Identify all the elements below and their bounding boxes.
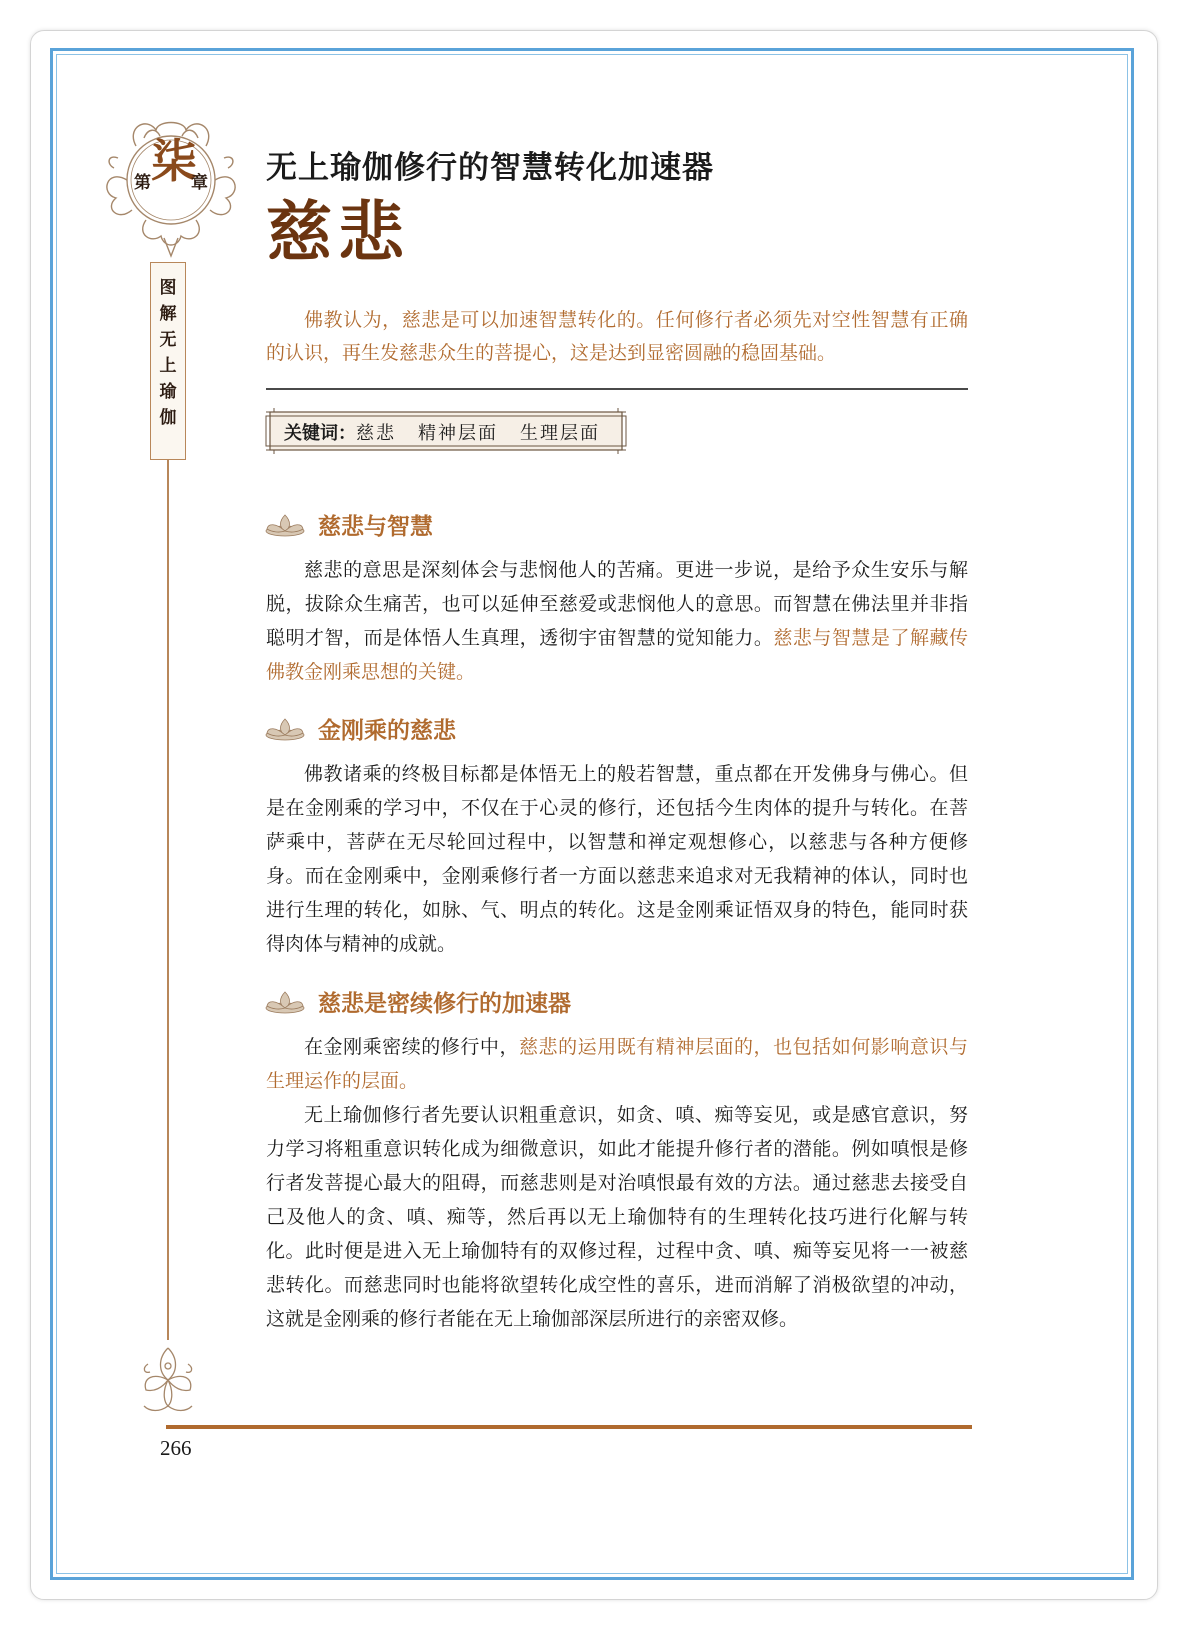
side-tab-char: 图 [159, 278, 177, 298]
paragraph-text: 慈悲的意思是深刻体会与悲悯他人的苦痛。更进一步说，是给予众生安乐与解脱，拔除众生痛苦，也可以延伸至慈爱或悲悯他人的意思。而智慧在佛法里并非指聪明才智，而是体悟人生真理，透彻宇宙智慧的觉知能力。 [266, 559, 968, 649]
lotus-icon [264, 511, 306, 537]
side-tab-char: 瑜 [159, 382, 177, 402]
page-subtitle: 无上瑜伽修行的智慧转化加速器 [266, 150, 714, 186]
side-rule [167, 460, 169, 1340]
chapter-number: 柒 [151, 134, 197, 188]
chapter-prefix: 第 [134, 173, 151, 193]
side-tab-char: 无 [159, 330, 177, 350]
keywords-box [264, 408, 628, 454]
paragraph-text: 在金刚乘密续的修行中， [304, 1036, 519, 1058]
keyword-item: 精神层面 [418, 423, 498, 444]
lotus-flower-icon [136, 1342, 200, 1420]
chapter-suffix: 章 [191, 173, 208, 193]
section-heading-text: 慈悲与智慧 [318, 514, 433, 540]
side-tab-char: 上 [159, 356, 177, 376]
section-3-paragraph-2: 无上瑜伽修行者先要认识粗重意识，如贪、嗔、痴等妄见，或是感官意识，努力学习将粗重意识转化成为细微意识，如此才能提升修行者的潜能。例如嗔恨是修行者发菩提心最大的阻碍，而慈悲则是对治嗔恨最有效的方法。通过慈悲去接受自己及他人的贪、嗔、痴等，然后再以无上瑜伽特有的生理转化技巧进行化解与转化。此时便是进入无上瑜伽特有的双修过程，过程中贪、嗔、痴等妄见将一一被慈悲转化。而慈悲同时也能将欲望转化成空性的喜乐，进而消解了消极欲望的冲动，这就是金刚乘的修行者能在无上瑜伽部深层所进行的亲密双修。 [266, 1104, 968, 1330]
keyword-item: 慈悲 [356, 423, 396, 444]
footer-rule [166, 1425, 972, 1429]
book-title-tab [150, 262, 186, 460]
lotus-icon [264, 988, 306, 1014]
side-tab-char: 伽 [159, 408, 177, 428]
section-heading-text: 金刚乘的慈悲 [318, 718, 456, 744]
section-1-paragraph [266, 553, 968, 689]
intro-divider [266, 388, 968, 390]
section-2-paragraph: 佛教诸乘的终极目标都是体悟无上的般若智慧，重点都在开发佛身与佛心。但是在金刚乘的学习中，不仅在于心灵的修行，还包括今生肉体的提升与转化。在菩萨乘中，菩萨在无尽轮回过程中，以智慧和禅定观想修心，以慈悲与各种方便修身。而在金刚乘中，金刚乘修行者一方面以慈悲来追求对无我精神的体认，同时也进行生理的转化，如脉、气、明点的转化。这是金刚乘证悟双身的特色，能同时获得肉体与精神的成就。 [266, 763, 968, 955]
page-number: 266 [160, 1436, 192, 1460]
page-title: 慈悲 [266, 193, 410, 271]
keyword-item: 生理层面 [520, 423, 600, 444]
lotus-icon [264, 715, 306, 741]
section-3-paragraph-1 [266, 1030, 968, 1098]
keywords-label: 关键词： [284, 423, 356, 444]
highlight-text: 慈悲与智慧是了解藏传佛教金刚乘思想的关键。 [266, 627, 968, 683]
flower-ornament [136, 1342, 200, 1420]
section-heading-text: 慈悲是密续修行的加速器 [318, 991, 571, 1017]
intro-paragraph: 佛教认为，慈悲是可以加速智慧转化的。任何修行者必须先对空性智慧有正确的认识，再生发慈悲众生的菩提心，这是达到显密圆融的稳固基础。 [266, 309, 968, 364]
highlight-text: 慈悲的运用既有精神层面的，也包括如何影响意识与生理运作的层面。 [266, 1036, 968, 1092]
chapter-emblem [96, 98, 246, 258]
side-tab-char: 解 [159, 304, 177, 324]
